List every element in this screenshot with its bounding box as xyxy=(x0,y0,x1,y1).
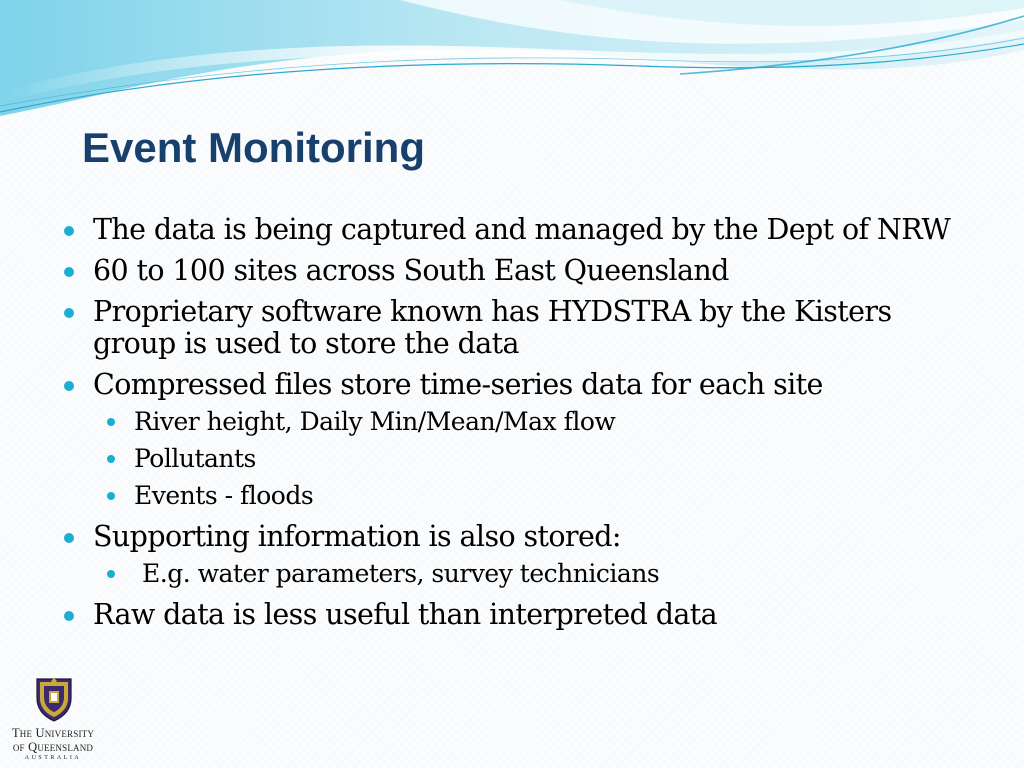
bullet-item: Proprietary software known has HYDSTRA by the Kisters group is used to store the data xyxy=(62,296,962,360)
header-wave-decoration xyxy=(0,0,1024,120)
crest-icon xyxy=(31,676,77,722)
logo-text-line3: AUSTRALIA xyxy=(24,755,82,761)
bullet-list xyxy=(62,214,962,631)
logo-text-line1: The University xyxy=(11,726,95,740)
sub-bullet-item: Pollutants xyxy=(62,443,962,475)
logo-text-line2: of Queensland xyxy=(12,740,94,754)
bullet-item: Supporting information is also stored: xyxy=(62,521,962,553)
bullet-item: Compressed files store time-series data for each site xyxy=(62,369,962,401)
sub-bullet-item: E.g. water parameters, survey technicians xyxy=(62,558,962,590)
bullet-item: 60 to 100 sites across South East Queensland xyxy=(62,255,962,287)
sub-bullet-item: River height, Daily Min/Mean/Max flow xyxy=(62,406,962,438)
slide-title: Event Monitoring xyxy=(82,124,425,171)
sub-bullet-item: Events - floods xyxy=(62,480,962,512)
bullet-item: The data is being captured and managed by the Dept of NRW xyxy=(62,214,962,246)
bullet-item: Raw data is less useful than interpreted data xyxy=(62,599,962,631)
university-logo xyxy=(6,676,100,764)
